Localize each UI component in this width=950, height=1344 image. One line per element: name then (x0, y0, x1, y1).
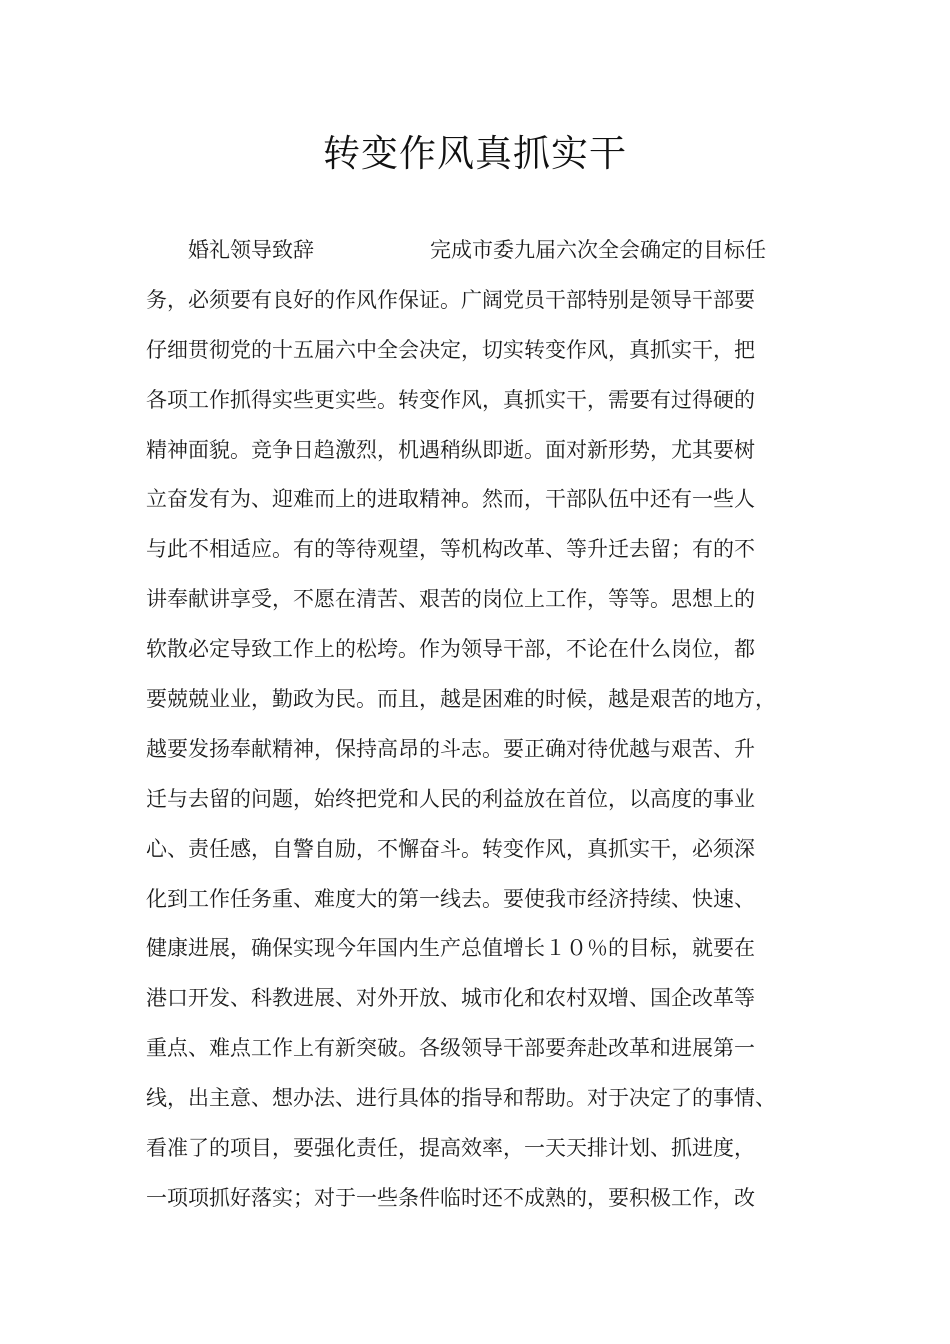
body-line-6: 立奋发有为、迎难而上的进取精神。然而，干部队伍中还有一些人 (146, 487, 755, 512)
body-line-10: 要兢兢业业，勤政为民。而且，越是困难的时候，越是艰苦的地方， (146, 687, 776, 712)
body-line-15: 健康进展，确保实现今年国内生产总值增长１０％的目标，就要在 (146, 936, 755, 961)
body-line-3: 仔细贯彻党的十五届六中全会决定，切实转变作风，真抓实干，把 (146, 337, 755, 362)
body-line-2: 务，必须要有良好的作风作保证。广阔党员干部特别是领导干部要 (146, 287, 755, 312)
body-line-5: 精神面貌。竞争日趋激烈，机遇稍纵即逝。面对新形势，尤其要树 (146, 437, 755, 462)
document-body (146, 226, 836, 1224)
body-line-20: 一项项抓好落实；对于一些条件临时还不成熟的，要积极工作，改 (146, 1185, 755, 1210)
body-line-9: 软散必定导致工作上的松垮。作为领导干部，不论在什么岗位，都 (146, 637, 755, 662)
body-line-8: 讲奉献讲享受，不愿在清苦、艰苦的岗位上工作，等等。思想上的 (146, 587, 755, 612)
body-line-18: 线，出主意、想办法、进行具体的指导和帮助。对于决定了的事情、 (146, 1086, 776, 1111)
first-line-lead: 婚礼领导致辞 (188, 238, 314, 262)
document-title: 转变作风真抓实干 (323, 132, 627, 175)
first-line-rest: 完成市委九届六次全会确定的目标任 (430, 238, 766, 262)
body-line-11: 越要发扬奉献精神，保持高昂的斗志。要正确对待优越与艰苦、升 (146, 736, 755, 761)
body-line-17: 重点、难点工作上有新突破。各级领导干部要奔赴改革和进展第一 (146, 1036, 755, 1061)
body-line-12: 迁与去留的问题，始终把党和人民的利益放在首位，以高度的事业 (146, 786, 755, 811)
body-line-13: 心、责任感，自警自励，不懈奋斗。转变作风，真抓实干，必须深 (146, 836, 755, 861)
body-line-16: 港口开发、科教进展、对外开放、城市化和农村双增、国企改革等 (146, 986, 755, 1011)
body-line-7: 与此不相适应。有的等待观望，等机构改革、等升迁去留；有的不 (146, 537, 755, 562)
body-line-4: 各项工作抓得实些更实些。转变作风，真抓实干，需要有过得硬的 (146, 387, 755, 412)
body-line-19: 看准了的项目，要强化责任，提高效率，一天天排计划、抓进度， (146, 1136, 755, 1161)
body-line-14: 化到工作任务重、难度大的第一线去。要使我市经济持续、快速、 (146, 886, 755, 911)
body-line-1 (146, 226, 836, 276)
